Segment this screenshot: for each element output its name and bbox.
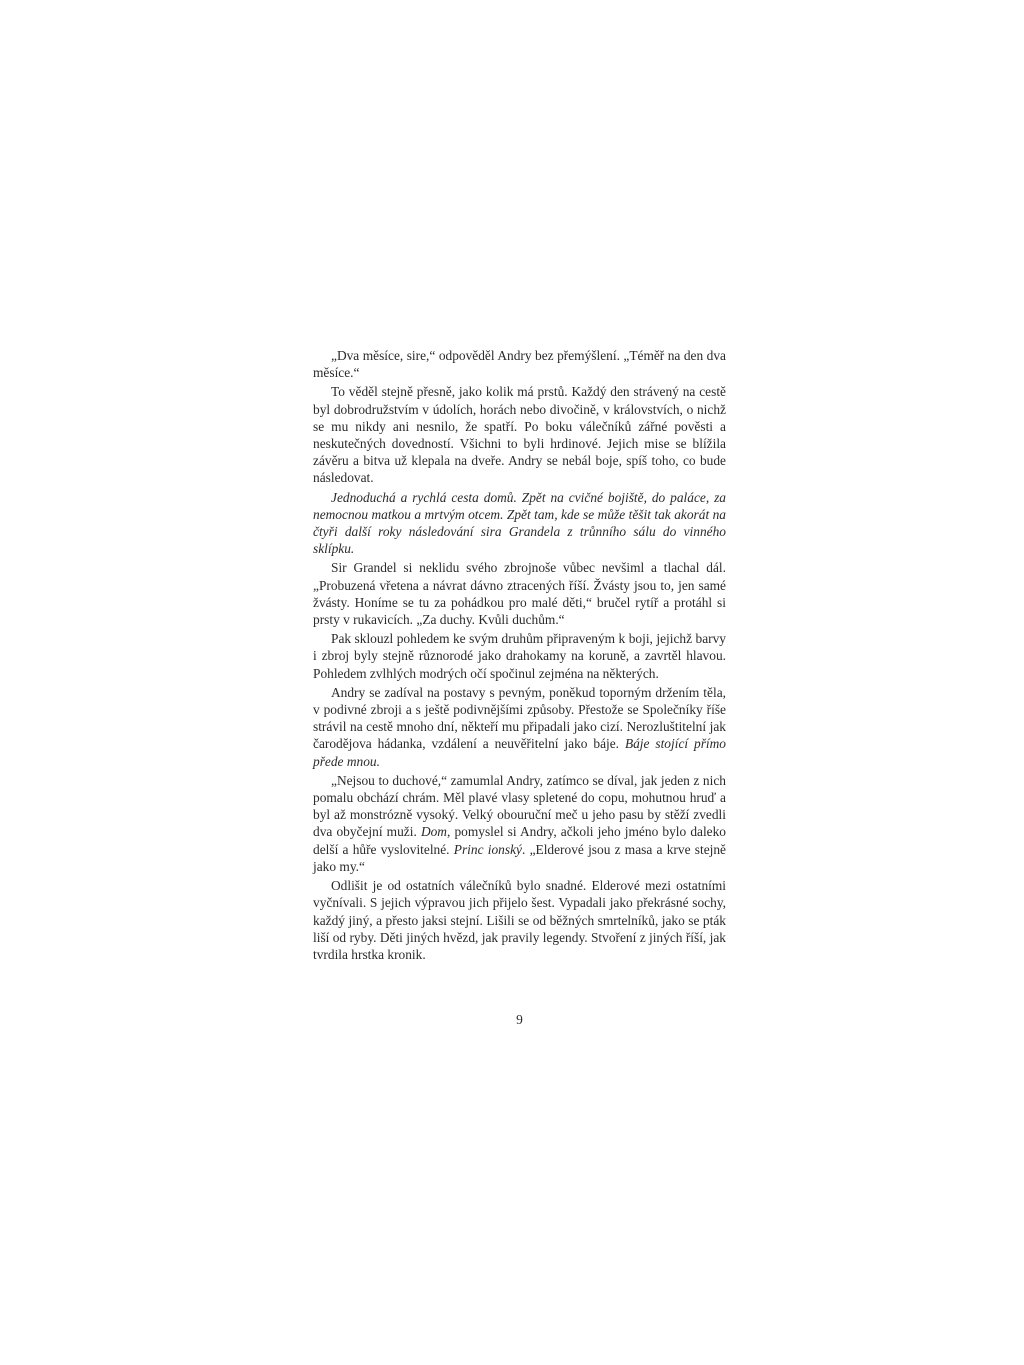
- text-run: Odlišit je od ostatních válečníků bylo snadné. Elderové mezi ostatními vyčnívali. S jejich výpravou jich přijelo šest. Vypadali jako překrásné sochy, každý jiný, a přesto jaksi stejní. Lišili se od běžných smrtelníků, jako se pták liší od ryby. Děti jiných hvězd, jak pravily legendy. Stvoření z jiných říší, jak tvrdila hrstka kronik.: [313, 878, 726, 962]
- paragraph: [313, 489, 726, 558]
- paragraph: [313, 772, 726, 875]
- page-text-block: [313, 347, 726, 965]
- italic-text-run: Dom: [420, 824, 447, 840]
- italic-text-run: Báje stojící přímo přede mnou.: [313, 736, 726, 769]
- text-run: , pomyslel si Andry, ačkoli jeho jméno bylo daleko delší a hůře vyslovitelné.: [313, 824, 727, 857]
- paragraph: [313, 630, 726, 682]
- italic-text-run: Jednoduchá a rychlá cesta domů. Zpět na cvičné bojiště, do paláce, za nemocnou matkou a mrtvým otcem. Zpět tam, kde se může těšit tak akorát na čtyři další roky následování sira Grandela z trůnního sálu do vinného sklípku.: [313, 489, 726, 557]
- text-run: „Dva měsíce, sire,“ odpověděl Andry bez přemýšlení. „Téměř na den dva měsíce.“: [313, 348, 726, 381]
- text-run: . „Elderové jsou z masa a krve stejně jako my.“: [313, 841, 726, 874]
- text-run: „Nejsou to duchové,“ zamumlal Andry, zatímco se díval, jak jeden z nich pomalu obchází chrám. Měl plavé vlasy spletené do copu, mohutnou hruď a byl až monstrózně vysoký. Velký obouruční meč u jeho pasu by stěží zvedli dva obyčejní muži.: [313, 772, 726, 840]
- paragraph: [313, 347, 726, 381]
- page-number: 9: [516, 1012, 523, 1027]
- paragraph: [313, 877, 726, 963]
- text-run: Andry se zadíval na postavy s pevným, poněkud toporným držením těla, v podivné zbroji a s ještě podivnějšími způsoby. Přestože se Společníky říše strávil na cestě mnoho dní, někteří mu připadali jako cizí. Nerozluštitelní jak čarodějova hádanka, vzdálení a neuvěřitelní jako báje.: [313, 684, 726, 752]
- italic-text-run: Princ ionský: [453, 841, 522, 857]
- text-run: Pak sklouzl pohledem ke svým druhům připraveným k boji, jejichž barvy i zbroj byly stejně různorodé jako drahokamy na koruně, a zavrtěl hlavou. Pohledem zvlhlých modrých očí spočinul zejména na některých.: [313, 631, 726, 681]
- paragraph: [313, 684, 726, 770]
- paragraph: [313, 383, 726, 486]
- text-run: To věděl stejně přesně, jako kolik má prstů. Každý den strávený na cestě byl dobrodružstvím v údolích, horách nebo divočině, v královstvích, o nichž se mu nikdy ani nesnilo, že spatří. Po boku válečníků zářné pověsti a neskutečných dovedností. Všichni to byli hrdinové. Jejich mise se blížila závěru a bitva už klepala na dveře. Andry se nebál boje, spíš toho, co bude následovat.: [313, 384, 726, 486]
- text-run: Sir Grandel si neklidu svého zbrojnoše vůbec nevšiml a tlachal dál. „Probuzená vřetena a návrat dávno ztracených říší. Žvásty jsou to, jen samé žvásty. Honíme se tu za pohádkou pro malé děti,“ bručel rytíř a protáhl si prsty v rukavicích. „Za duchy. Kvůli duchům.“: [313, 560, 726, 628]
- paragraph: [313, 559, 726, 628]
